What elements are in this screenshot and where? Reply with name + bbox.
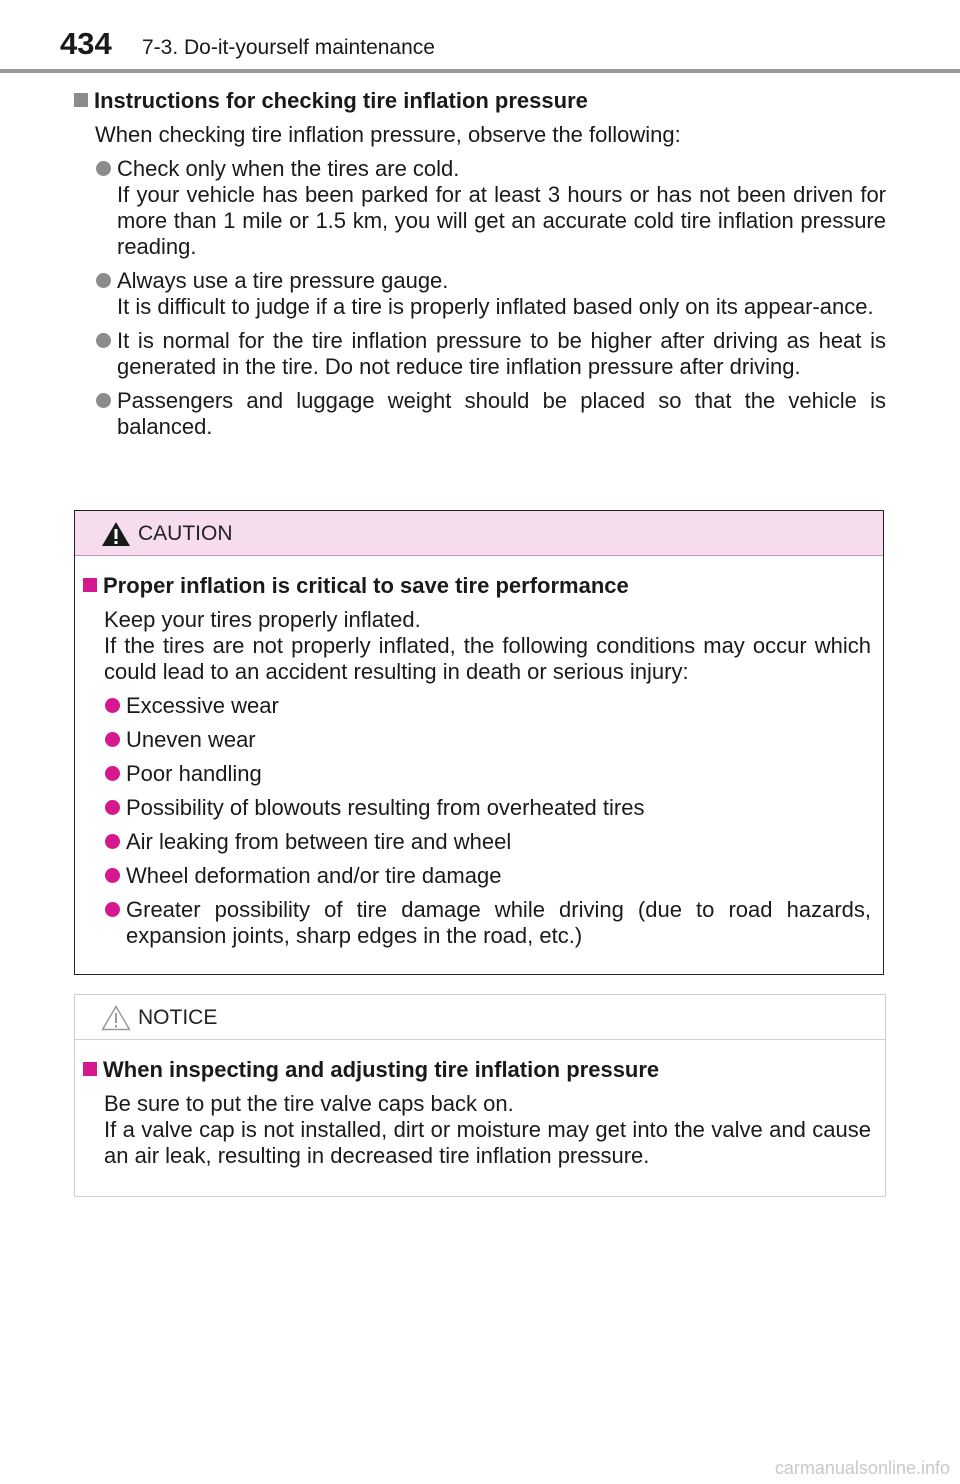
list-item-text: Excessive wear — [126, 693, 279, 718]
notice-line-1: Be sure to put the tire valve caps back on. — [104, 1091, 514, 1116]
list-item-text: It is difficult to judge if a tire is properly inflated based only on its appear-ance. — [117, 294, 874, 319]
caution-body — [75, 556, 871, 949]
caution-heading-text: Proper inflation is critical to save tire performance — [103, 573, 629, 598]
circle-bullet-icon — [105, 800, 120, 815]
circle-bullet-icon — [105, 902, 120, 917]
notice-line-2: If a valve cap is not installed, dirt or moisture may get into the valve and cause an air leak, resulting in decreased tire inflation pressure. — [104, 1117, 871, 1168]
notice-triangle-icon — [101, 1005, 131, 1031]
caution-heading — [83, 573, 871, 599]
list-item — [74, 328, 886, 380]
list-item-text: Air leaking from between tire and wheel — [126, 829, 512, 854]
list-item — [83, 795, 871, 821]
notice-label: NOTICE — [138, 1006, 218, 1029]
square-bullet-icon — [83, 578, 97, 592]
list-item-text: Possibility of blowouts resulting from overheated tires — [126, 795, 645, 820]
circle-bullet-icon — [96, 393, 111, 408]
list-item-lead: Passengers and luggage weight should be placed so that the vehicle is balanced. — [117, 388, 886, 439]
circle-bullet-icon — [105, 834, 120, 849]
circle-bullet-icon — [105, 766, 120, 781]
list-item — [83, 829, 871, 855]
notice-body — [75, 1040, 871, 1169]
list-item — [74, 268, 886, 320]
square-bullet-icon — [83, 1062, 97, 1076]
list-item-lead: Check only when the tires are cold. — [117, 156, 460, 181]
list-item-lead: Always use a tire pressure gauge. — [117, 268, 449, 293]
notice-heading — [83, 1057, 871, 1083]
main-heading — [74, 88, 886, 114]
circle-bullet-icon — [105, 732, 120, 747]
caution-line-2: If the tires are not properly inflated, the following conditions may occur which could lead to an accident resulting in death or serious injury: — [104, 633, 871, 684]
list-item-text: Wheel deformation and/or tire damage — [126, 863, 502, 888]
list-item — [83, 897, 871, 949]
caution-header — [75, 511, 883, 556]
list-item — [83, 863, 871, 889]
list-item-text: Poor handling — [126, 761, 262, 786]
circle-bullet-icon — [105, 698, 120, 713]
list-item — [74, 156, 886, 260]
list-item-text: Uneven wear — [126, 727, 256, 752]
header-rule — [0, 69, 960, 73]
watermark: carmanualsonline.info — [774, 1458, 950, 1478]
list-item — [83, 727, 871, 753]
circle-bullet-icon — [105, 868, 120, 883]
list-item-lead: It is normal for the tire inflation pressure to be higher after driving as heat is generated in the tire. Do not reduce tire inflation pressure after driving. — [117, 328, 886, 379]
caution-box — [74, 510, 884, 975]
circle-bullet-icon — [96, 333, 111, 348]
caution-label: CAUTION — [138, 522, 233, 545]
list-item — [83, 761, 871, 787]
page-number: 434 — [60, 26, 112, 61]
main-content — [74, 88, 886, 440]
square-bullet-icon — [74, 93, 88, 107]
main-heading-text: Instructions for checking tire inflation pressure — [94, 88, 588, 113]
notice-box — [74, 994, 886, 1197]
notice-heading-text: When inspecting and adjusting tire inflation pressure — [103, 1057, 660, 1082]
list-item-text: Greater possibility of tire damage while driving (due to road hazards, expansion joints, sharp edges in the road, etc.) — [126, 897, 871, 948]
notice-header — [75, 995, 885, 1040]
main-intro: When checking tire inflation pressure, observe the following: — [95, 122, 681, 147]
list-item — [83, 693, 871, 719]
warning-triangle-icon — [101, 521, 131, 547]
list-item — [74, 388, 886, 440]
caution-line-1: Keep your tires properly inflated. — [104, 607, 421, 632]
circle-bullet-icon — [96, 161, 111, 176]
section-title: 7-3. Do-it-yourself maintenance — [142, 36, 435, 59]
list-item-text: If your vehicle has been parked for at least 3 hours or has not been driven for more than 1 mile or 1.5 km, you will get an accurate cold tire inflation pressure reading. — [117, 182, 886, 259]
page-header — [0, 0, 960, 76]
circle-bullet-icon — [96, 273, 111, 288]
